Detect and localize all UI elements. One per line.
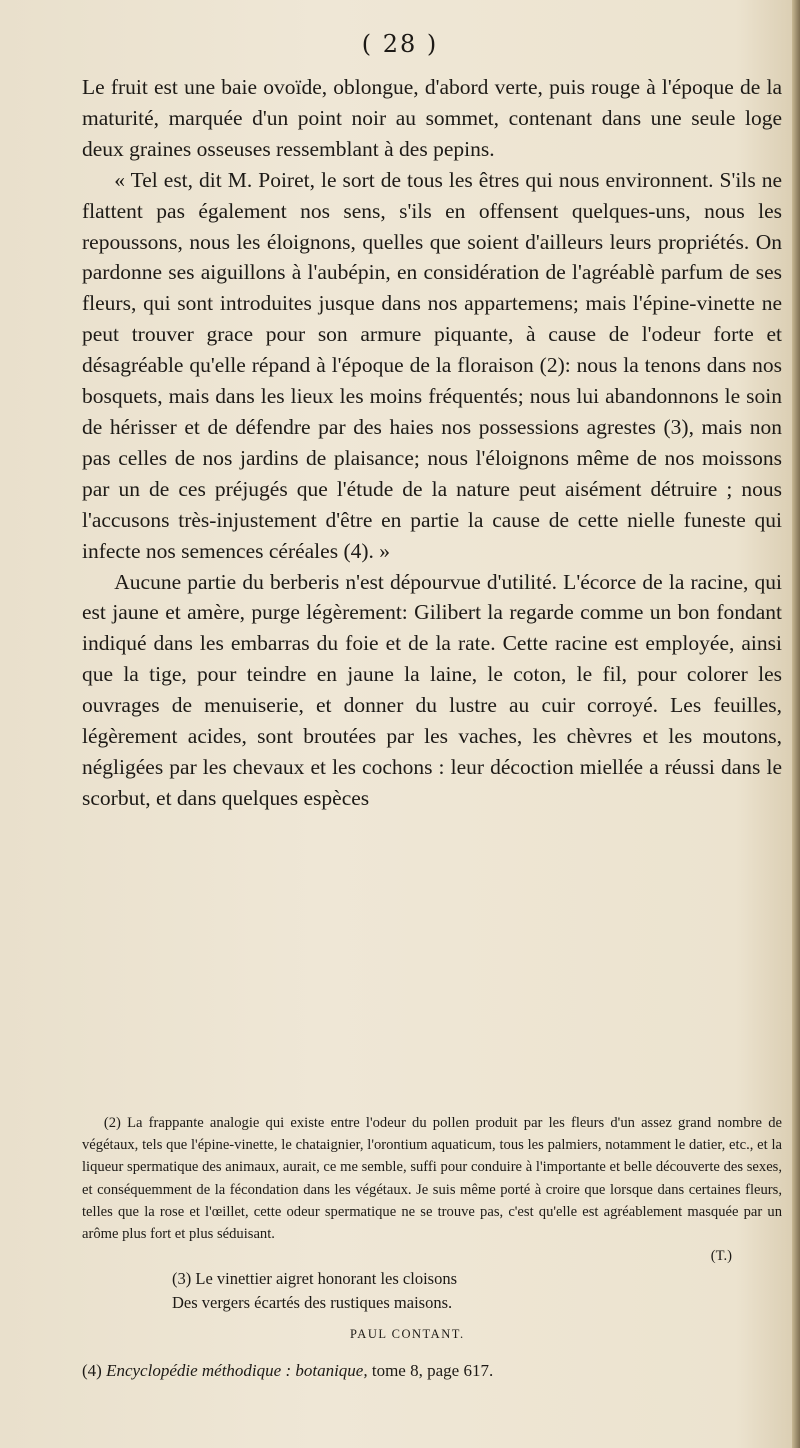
footnote-3-poem xyxy=(172,1267,782,1315)
footnote-4-number: (4) xyxy=(82,1360,102,1380)
page-number: ( 28 ) xyxy=(361,30,439,58)
paragraph: Aucune partie du berberis n'est dépourvue d'utilité. L'écorce de la racine, qui est jaune et amère, purge légèrement: Gilibert la regarde comme un bon fondant indiqué dans les embarras du foie et de la rate. Cette racine est employée, ainsi que la tige, pour teindre en jaune la laine, le coton, le fil, pour colorer les ouvrages de menuiserie, et donner du lustre au cuir corroyé. Les feuilles, légèrement acides, sont broutées par les vaches, les chèvres et les moutons, négligées par les chevaux et les cochons : leur décoction miellée a réussi dans le scorbut, et dans quelques espèces xyxy=(82,569,782,810)
footnote-4 xyxy=(82,1360,782,1382)
footnote-2-text: (2) La frappante analogie qui existe entre l'odeur du pollen produit par les fleurs d'un assez grand nombre de végétaux, tels que l'épine-vinette, le chataignier, l'orontium aquaticum, tous les palmiers, notamment le datier, etc., et la liqueur spermatique des animaux, aurait, ce me semble, suffi pour conduire à l'importante et belle découverte des sexes, et conséquemment de la fécondation dans les végétaux. Je suis même porté à croire que lorsque dans certaines fleurs, telles que la rose et l'œillet, cette odeur spermatique ne se trouve pas, c'est qu'elle est agréablement masquée par un arôme plus fort et plus séduisant. xyxy=(82,1115,782,1243)
footnote-4-reference: tome 8, page 617. xyxy=(371,1360,494,1380)
footnote-2-signature: (T.) xyxy=(710,1248,732,1265)
footnote-2 xyxy=(82,1112,782,1267)
main-text xyxy=(82,72,782,814)
poem-line: (3) Le vinettier aigret honorant les cloisons xyxy=(172,1269,457,1289)
paragraph: « Tel est, dit M. Poiret, le sort de tous les êtres qui nous environnent. S'ils ne flattent pas également nos sens, s'ils en offensent quelques-uns, nous les repoussons, nous les éloignons, quelles que soient d'ailleurs leurs propriétés. On pardonne ses aiguillons à l'aubépin, en considération de l'agréablè parfum de ses fleurs, qui sont introduites jusque dans nos appartemens; mais l'épine-vinette ne peut trouver grace pour son armure piquante, à cause de l'odeur forte et désagréable qu'elle répand à l'époque de la floraison (2): nous la tenons dans nos bosquets, mais dans les lieux les moins fréquentés; nous lui abandonnons le soin de hérisser et de défendre par des haies nos possessions agrestes (3), mais non pas celles de nos jardins de plaisance; nous l'éloignons même de nos moissons par un de ces préjugés que l'étude de la nature peut aisément détruire ; nous l'accusons très-injustement d'être en partie la cause de cette nielle funeste qui infecte nos semences céréales (4). » xyxy=(82,167,782,563)
footnotes xyxy=(82,1112,782,1382)
page-edge xyxy=(792,0,800,1448)
footnote-3-author: PAUL CONTANT. xyxy=(350,1327,465,1342)
footnote-4-title: Encyclopédie méthodique : botanique, xyxy=(106,1360,368,1380)
poem-line: Des vergers écartés des rustiques maisons. xyxy=(172,1293,453,1313)
paragraph: Le fruit est une baie ovoïde, oblongue, d'abord verte, puis rouge à l'époque de la maturité, marquée d'un point noir au sommet, contenant dans une seule loge deux graines osseuses ressemblant à des pepins. xyxy=(82,75,782,161)
